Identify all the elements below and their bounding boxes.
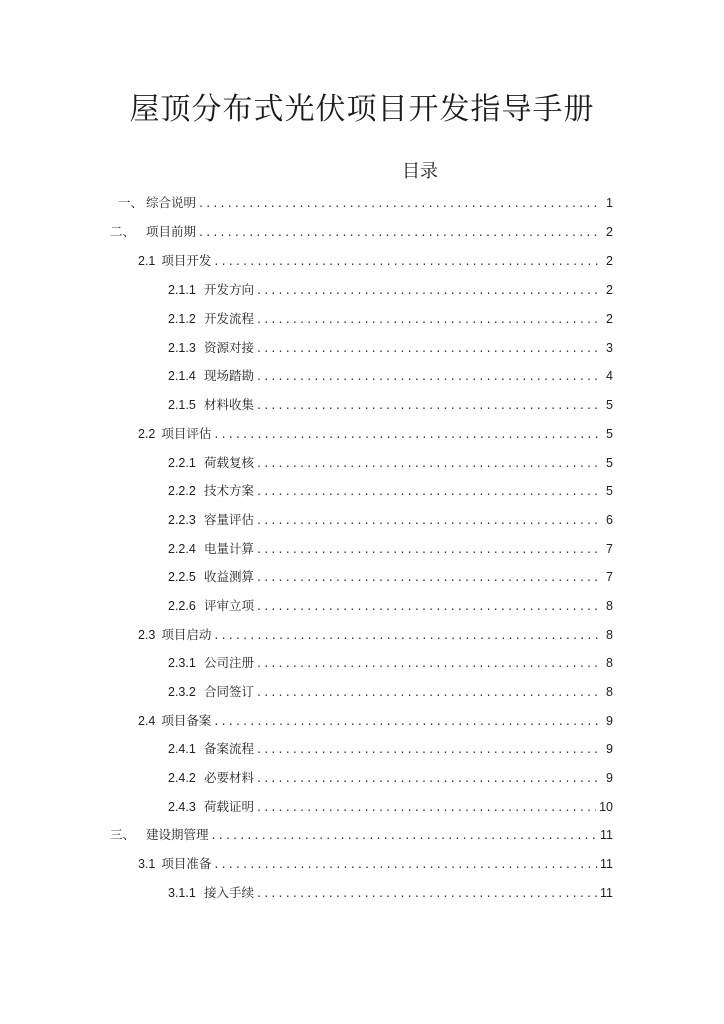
toc-entry-number: 2.1: [138, 254, 156, 268]
toc-entry-title: 项目启动: [161, 627, 212, 642]
toc-entry-number: 2.1.3: [168, 341, 196, 355]
toc-entry-number: 2.2.3: [168, 513, 196, 527]
toc-entry-number: 2.2.2: [168, 484, 196, 498]
toc-page-number: 11: [600, 886, 613, 900]
toc-dot-leader: [257, 512, 600, 528]
toc-dot-leader: [257, 311, 600, 327]
toc-dot-leader: [257, 368, 600, 384]
toc-entry-title: 材料收集: [204, 397, 255, 412]
toc-entry-title: 现场踏勘: [204, 368, 255, 383]
toc-page-number: 7: [606, 570, 613, 584]
toc-entry-number: 2.3.1: [168, 656, 196, 670]
toc-entry-3-1-1[interactable]: [168, 881, 613, 901]
toc-entry-title: 项目开发: [161, 253, 212, 268]
toc-entry-2-2-4[interactable]: [168, 537, 613, 557]
toc-dot-leader: [257, 741, 600, 757]
toc-entry-number: 一、: [118, 195, 144, 210]
toc-entry-title: 开发方向: [204, 282, 255, 297]
toc-entry-2-1-2[interactable]: [168, 307, 613, 327]
toc-dot-leader: [257, 541, 600, 557]
toc-dot-leader: [257, 282, 600, 298]
toc-entry-number: 2.4.3: [168, 800, 196, 814]
toc-entry-title: 公司注册: [204, 655, 255, 670]
toc-page-number: 2: [606, 254, 613, 268]
toc-entry-title: 建设期管理: [146, 827, 209, 842]
toc-entry-number: 3.1.1: [168, 886, 196, 900]
toc-page-number: 5: [606, 427, 613, 441]
toc-dot-leader: [257, 340, 600, 356]
toc-entry-title: 项目评估: [161, 426, 212, 441]
toc-entry-number: 2.4.1: [168, 742, 196, 756]
toc-entry-2-1-4[interactable]: [168, 364, 613, 384]
toc-page-number: 8: [606, 599, 613, 613]
toc-dot-leader: [257, 684, 600, 700]
toc-entry-2-1-5[interactable]: [168, 393, 613, 413]
toc-entry-number: 2.1.5: [168, 398, 196, 412]
toc-dot-leader: [214, 713, 600, 729]
toc-entry-title: 开发流程: [204, 311, 255, 326]
toc-entry-2-3[interactable]: [138, 623, 613, 643]
toc-page-number: 2: [606, 312, 613, 326]
toc-dot-leader: [257, 455, 600, 471]
toc-entry-2-2-2[interactable]: [168, 479, 613, 499]
toc-entry-title: 备案流程: [204, 741, 255, 756]
toc-page-number: 9: [606, 771, 613, 785]
toc-entry-number: 2.3.2: [168, 685, 196, 699]
toc-entry-2-4-3[interactable]: [168, 795, 613, 815]
toc-page-number: 2: [606, 283, 613, 297]
toc-entry-number: 3.1: [138, 857, 156, 871]
toc-page-number: 8: [606, 685, 613, 699]
toc-entry-number: 二、: [110, 224, 136, 239]
toc-page-number: 1: [606, 196, 613, 210]
toc-entry-title: 接入手续: [204, 885, 255, 900]
toc-dot-leader: [214, 856, 597, 872]
toc-page-number: 8: [606, 628, 613, 642]
toc-entry-title: 综合说明: [146, 195, 197, 210]
toc-entry-title: 合同签订: [204, 684, 255, 699]
toc-page-number: 5: [606, 398, 613, 412]
toc-entry-number: 2.1.1: [168, 283, 196, 297]
toc-entry-number: 2.3: [138, 628, 156, 642]
toc-page-number: 2: [606, 225, 613, 239]
toc-dot-leader: [214, 627, 600, 643]
toc-page-number: 11: [600, 828, 613, 842]
toc-entry-title: 资源对接: [204, 340, 255, 355]
toc-page-number: 10: [599, 800, 613, 814]
toc-entry-3-1[interactable]: [138, 852, 613, 872]
toc-entry-2-2-3[interactable]: [168, 508, 613, 528]
toc-entry-number: 2.2.1: [168, 456, 196, 470]
toc-dot-leader: [257, 483, 600, 499]
toc-dot-leader: [214, 253, 600, 269]
toc-entry-number: 2.4: [138, 714, 156, 728]
toc-page-number: 3: [606, 341, 613, 355]
toc-entry-section-1[interactable]: [118, 191, 613, 211]
toc-entry-title: 收益测算: [204, 569, 255, 584]
toc-entry-number: 2.4.2: [168, 771, 196, 785]
toc-dot-leader: [257, 397, 600, 413]
toc-entry-title: 荷载复核: [204, 455, 255, 470]
toc-entry-title: 电量计算: [204, 541, 255, 556]
toc-entry-2-4-2[interactable]: [168, 766, 613, 786]
toc-page-number: 8: [606, 656, 613, 670]
toc-entry-number: 2.2.6: [168, 599, 196, 613]
toc-entry-2-1[interactable]: [138, 249, 613, 269]
toc-entry-2-2-5[interactable]: [168, 565, 613, 585]
toc-page-number: 7: [606, 542, 613, 556]
toc-entry-2-4[interactable]: [138, 709, 613, 729]
toc-entry-2-1-1[interactable]: [168, 278, 613, 298]
toc-entry-number: 2.1.2: [168, 312, 196, 326]
toc-dot-leader: [257, 569, 600, 585]
toc-page-number: 9: [606, 742, 613, 756]
toc-dot-leader: [199, 224, 600, 240]
toc-entry-title: 评审立项: [204, 598, 255, 613]
toc-entry-title: 必要材料: [204, 770, 255, 785]
toc-entry-2-2[interactable]: [138, 422, 613, 442]
toc-dot-leader: [257, 655, 600, 671]
toc-entry-number: 2.1.4: [168, 369, 196, 383]
toc-entry-title: 技术方案: [204, 483, 255, 498]
toc-dot-leader: [257, 598, 600, 614]
toc-entry-number: 2.2.4: [168, 542, 196, 556]
toc-entry-title: 项目备案: [161, 713, 212, 728]
toc-entry-number: 2.2.5: [168, 570, 196, 584]
toc-dot-leader: [257, 885, 597, 901]
toc-dot-leader: [212, 827, 598, 843]
toc-entry-2-4-1[interactable]: [168, 737, 613, 757]
toc-page-number: 4: [606, 369, 613, 383]
toc-entry-2-1-3[interactable]: [168, 336, 613, 356]
toc-entry-title: 荷载证明: [204, 799, 255, 814]
toc-dot-leader: [257, 770, 600, 786]
toc-entry-title: 项目准备: [161, 856, 212, 871]
toc-entry-2-3-2[interactable]: [168, 680, 613, 700]
toc-dot-leader: [257, 799, 596, 815]
toc-entry-2-2-6[interactable]: [168, 594, 613, 614]
toc-page-number: 11: [600, 857, 613, 871]
toc-heading: 目录: [402, 161, 438, 182]
toc-entry-title: 容量评估: [204, 512, 255, 527]
toc-entry-section-2[interactable]: [110, 220, 613, 240]
toc-page-number: 5: [606, 456, 613, 470]
toc-page-number: 5: [606, 484, 613, 498]
toc-entry-2-3-1[interactable]: [168, 651, 613, 671]
toc-entry-number: 2.2: [138, 427, 156, 441]
toc-entry-number: 三、: [110, 827, 136, 842]
toc-entry-2-2-1[interactable]: [168, 451, 613, 471]
toc-dot-leader: [214, 426, 600, 442]
toc-page-number: 6: [606, 513, 613, 527]
toc-entry-section-3[interactable]: [110, 823, 613, 843]
toc-page-number: 9: [606, 714, 613, 728]
toc-entry-title: 项目前期: [146, 224, 197, 239]
toc-dot-leader: [199, 195, 600, 211]
document-title: 屋顶分布式光伏项目开发指导手册: [129, 92, 595, 127]
